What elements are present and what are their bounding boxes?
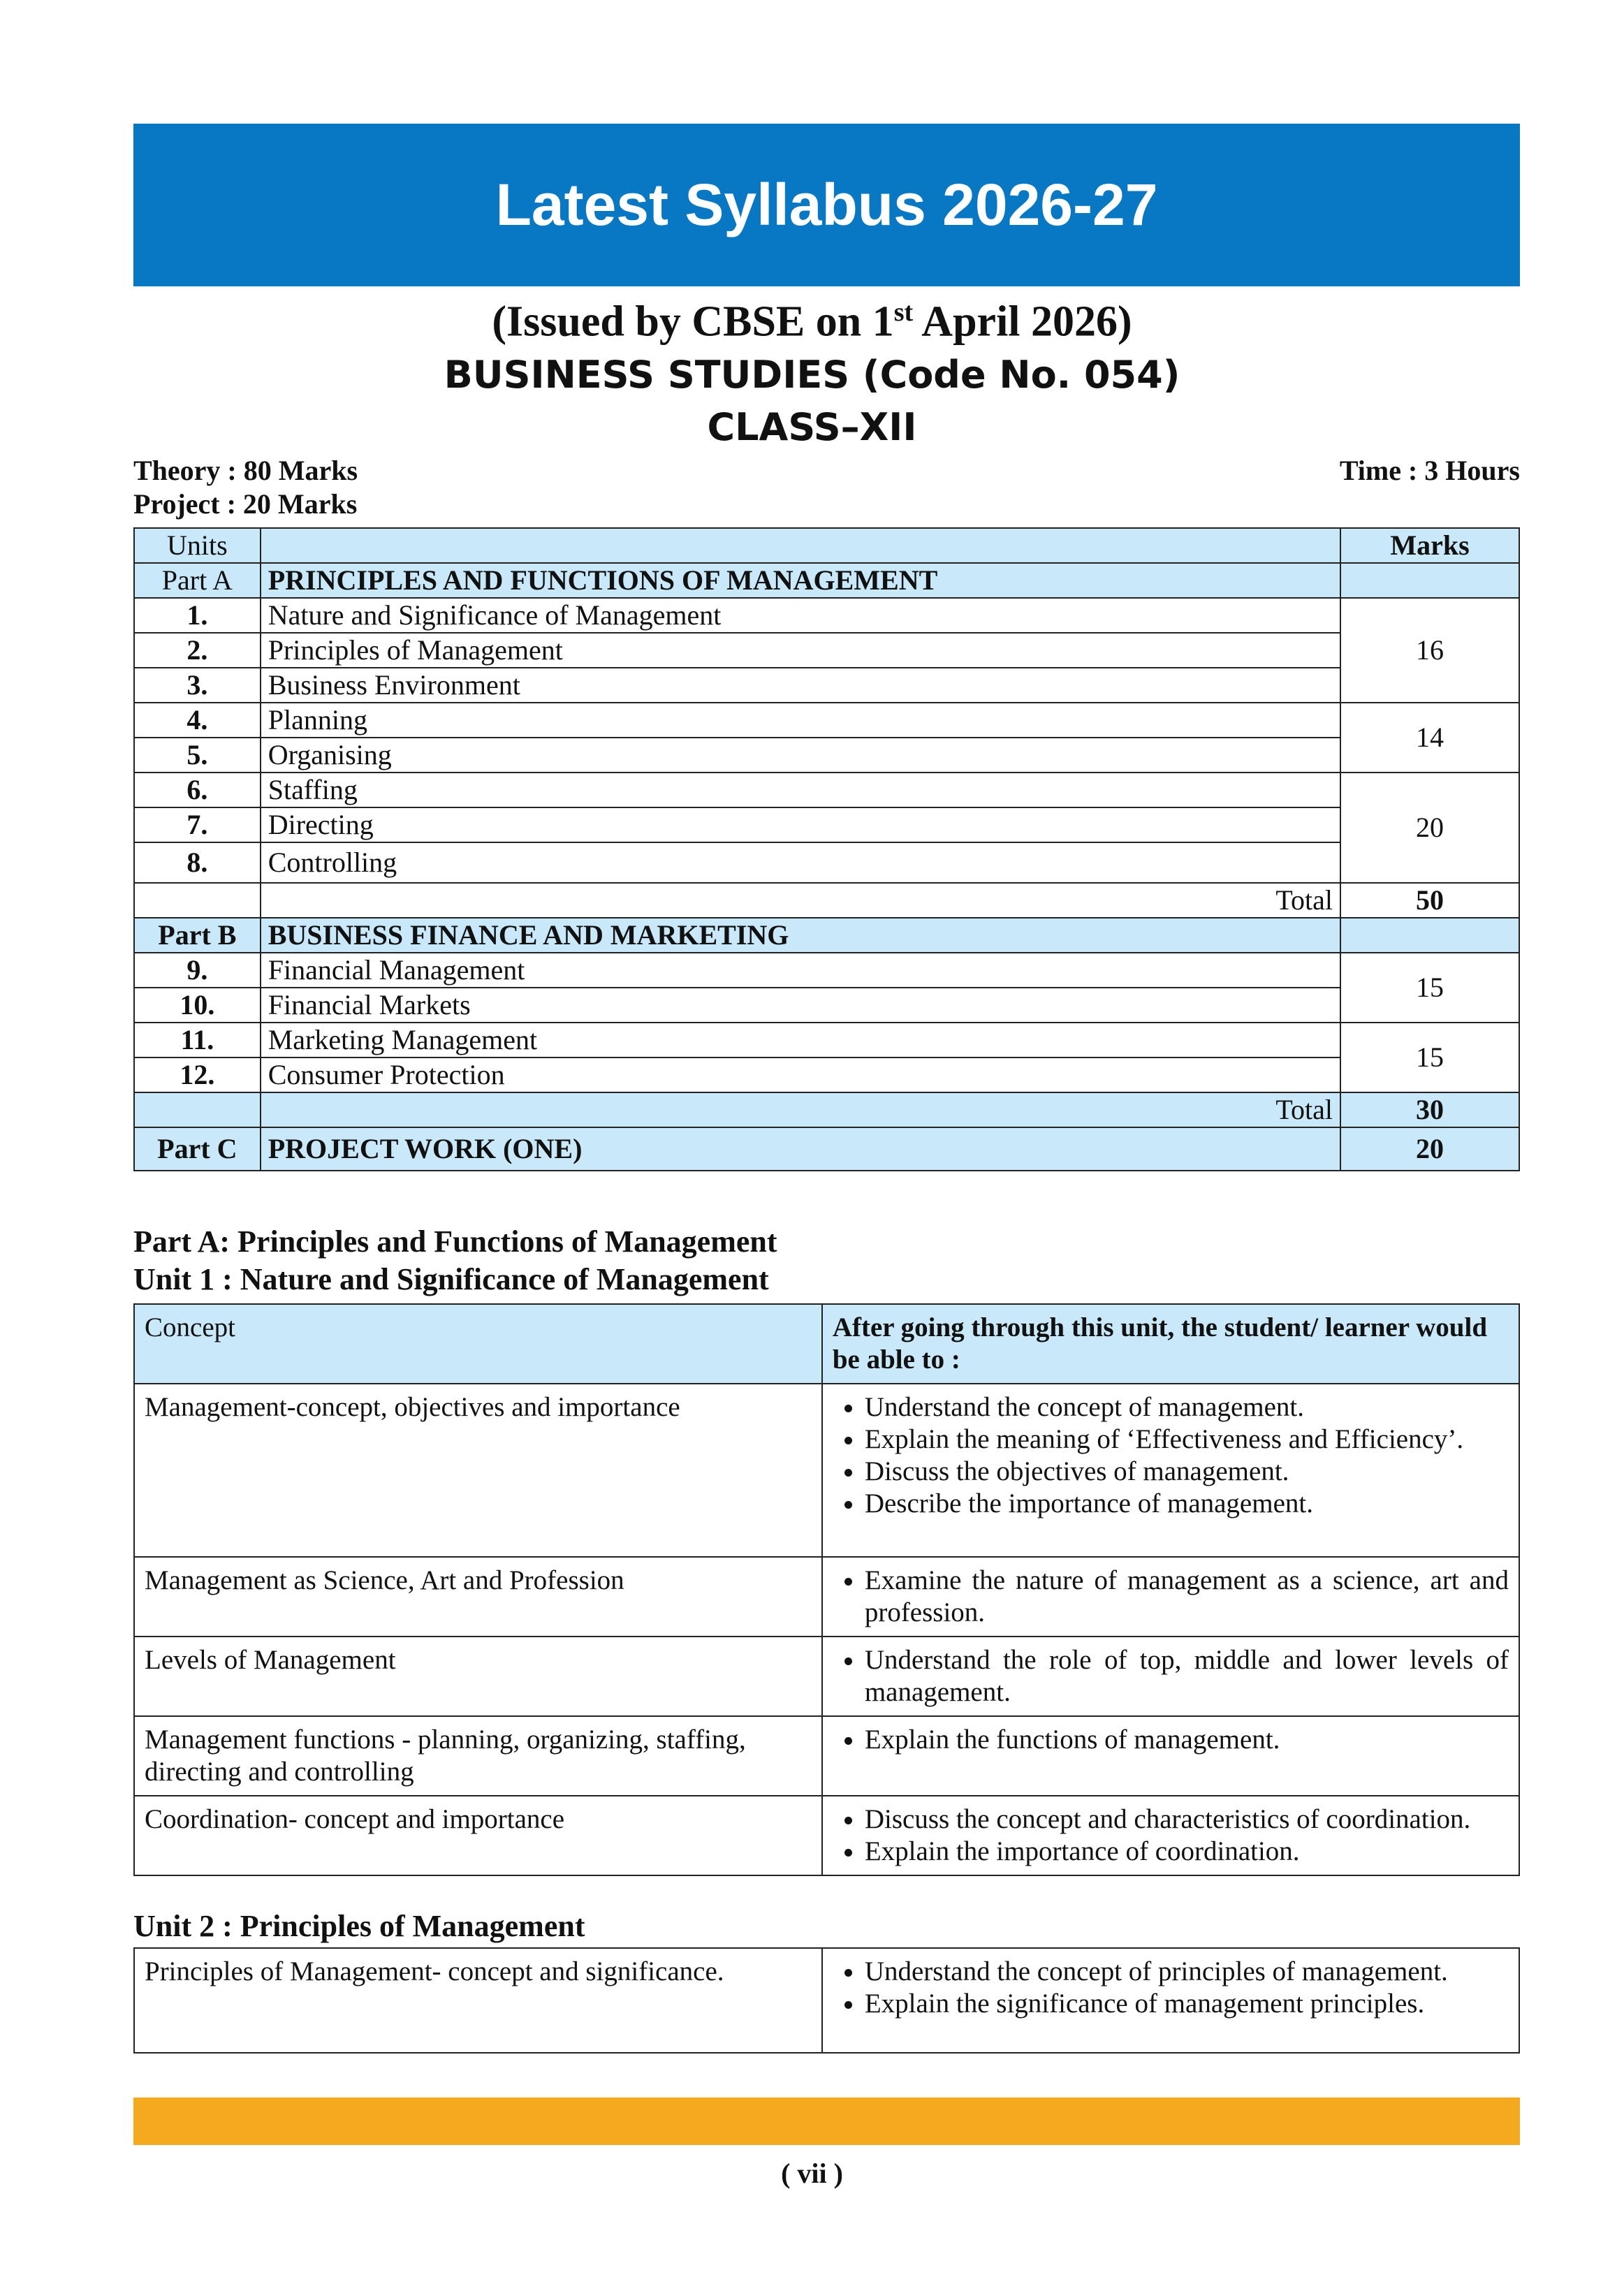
- table-row: 9. Financial Management 15: [134, 953, 1519, 988]
- unit2-table: [133, 1947, 1520, 2054]
- part-a-heading: Part A: Principles and Functions of Management: [133, 1224, 777, 1259]
- unit2-heading: Unit 2 : Principles of Management: [133, 1909, 585, 1943]
- table-row: 12. Consumer Protection: [134, 1057, 1519, 1092]
- table-row: 1. Nature and Significance of Management 16: [134, 598, 1519, 633]
- table-row: Management-concept, objectives and importance • Understand the concept of management. • Explain the meaning of ‘Effectiveness and Efficiency’. • Discuss the objectives of management. • Describe the importance of management.: [134, 1384, 1519, 1557]
- list-item: • Discuss the objectives of management.: [865, 1456, 1509, 1488]
- part-b-row: Part B BUSINESS FINANCE AND MARKETING: [134, 918, 1519, 953]
- outcome-list: [833, 1803, 1509, 1868]
- table-row: 4. Planning 14: [134, 703, 1519, 738]
- outcome-list: [833, 1565, 1509, 1629]
- part-b-total-row: Total 30: [134, 1092, 1519, 1127]
- table-header-row: [134, 528, 1519, 563]
- concept-header: Concept: [134, 1304, 822, 1384]
- list-item: • Explain the functions of management.: [865, 1724, 1509, 1756]
- list-item: • Understand the concept of principles of management.: [865, 1956, 1509, 1988]
- subject-title: BUSINESS STUDIES (Code No. 054): [444, 353, 1180, 397]
- page-number: ( vii ): [781, 2158, 843, 2189]
- table-row: 3. Business Environment: [134, 668, 1519, 703]
- outcome-list: [833, 1724, 1509, 1756]
- footer-bar: [133, 2098, 1520, 2145]
- table-row: 5. Organising: [134, 738, 1519, 773]
- list-item: • Understand the concept of management.: [865, 1391, 1509, 1423]
- outcome-list: [833, 1391, 1509, 1520]
- issued-line: (Issued by CBSE on 1st April 2026): [492, 298, 1132, 346]
- table-row: 11. Marketing Management 15: [134, 1023, 1519, 1057]
- outcome-list: [833, 1644, 1509, 1708]
- exam-time: Time : 3 Hours: [1339, 455, 1520, 486]
- table-row: 8. Controlling: [134, 842, 1519, 883]
- unit1-table: [133, 1303, 1520, 1876]
- marks-header: Marks: [1340, 528, 1519, 563]
- syllabus-banner: [133, 124, 1520, 286]
- list-item: • Discuss the concept and characteristics of coordination.: [865, 1803, 1509, 1836]
- marks-distribution-table: [133, 527, 1520, 1171]
- unit1-header-row: [134, 1304, 1519, 1384]
- list-item: • Understand the role of top, middle and lower levels of management.: [865, 1644, 1509, 1708]
- table-row: 6. Staffing 20: [134, 773, 1519, 807]
- part-c-row: Part C PROJECT WORK (ONE) 20: [134, 1127, 1519, 1171]
- outcome-header: After going through this unit, the student/ learner would be able to :: [822, 1304, 1519, 1384]
- table-row: 10. Financial Markets: [134, 988, 1519, 1023]
- class-title: CLASS–XII: [707, 405, 917, 449]
- table-row: Principles of Management- concept and significance. • Understand the concept of principles of management. • Explain the significance of management principles.: [134, 1948, 1519, 2053]
- table-row: Levels of Management • Understand the role of top, middle and lower levels of management.: [134, 1637, 1519, 1716]
- table-row: Management as Science, Art and Profession • Examine the nature of management as a science, art and profession.: [134, 1557, 1519, 1637]
- table-row: 7. Directing: [134, 807, 1519, 842]
- list-item: • Explain the significance of management principles.: [865, 1988, 1509, 2020]
- list-item: • Describe the importance of management.: [865, 1488, 1509, 1520]
- list-item: • Examine the nature of management as a science, art and profession.: [865, 1565, 1509, 1629]
- unit1-heading: Unit 1 : Nature and Significance of Management: [133, 1262, 769, 1296]
- units-header: Units: [134, 528, 261, 563]
- project-marks: Project : 20 Marks: [133, 488, 358, 520]
- table-row: Management functions - planning, organizing, staffing, directing and controlling • Explain the functions of management.: [134, 1716, 1519, 1796]
- table-row: 2. Principles of Management: [134, 633, 1519, 668]
- banner-title: Latest Syllabus 2026-27: [495, 172, 1158, 237]
- outcome-list: [833, 1956, 1509, 2020]
- table-row: Coordination- concept and importance • Discuss the concept and characteristics of coordination. • Explain the importance of coordination.: [134, 1796, 1519, 1875]
- list-item: • Explain the meaning of ‘Effectiveness and Efficiency’.: [865, 1423, 1509, 1456]
- part-a-row: Part A PRINCIPLES AND FUNCTIONS OF MANAGEMENT: [134, 563, 1519, 598]
- theory-marks: Theory : 80 Marks: [133, 455, 358, 486]
- part-a-total-row: Total 50: [134, 883, 1519, 918]
- list-item: • Explain the importance of coordination.: [865, 1836, 1509, 1868]
